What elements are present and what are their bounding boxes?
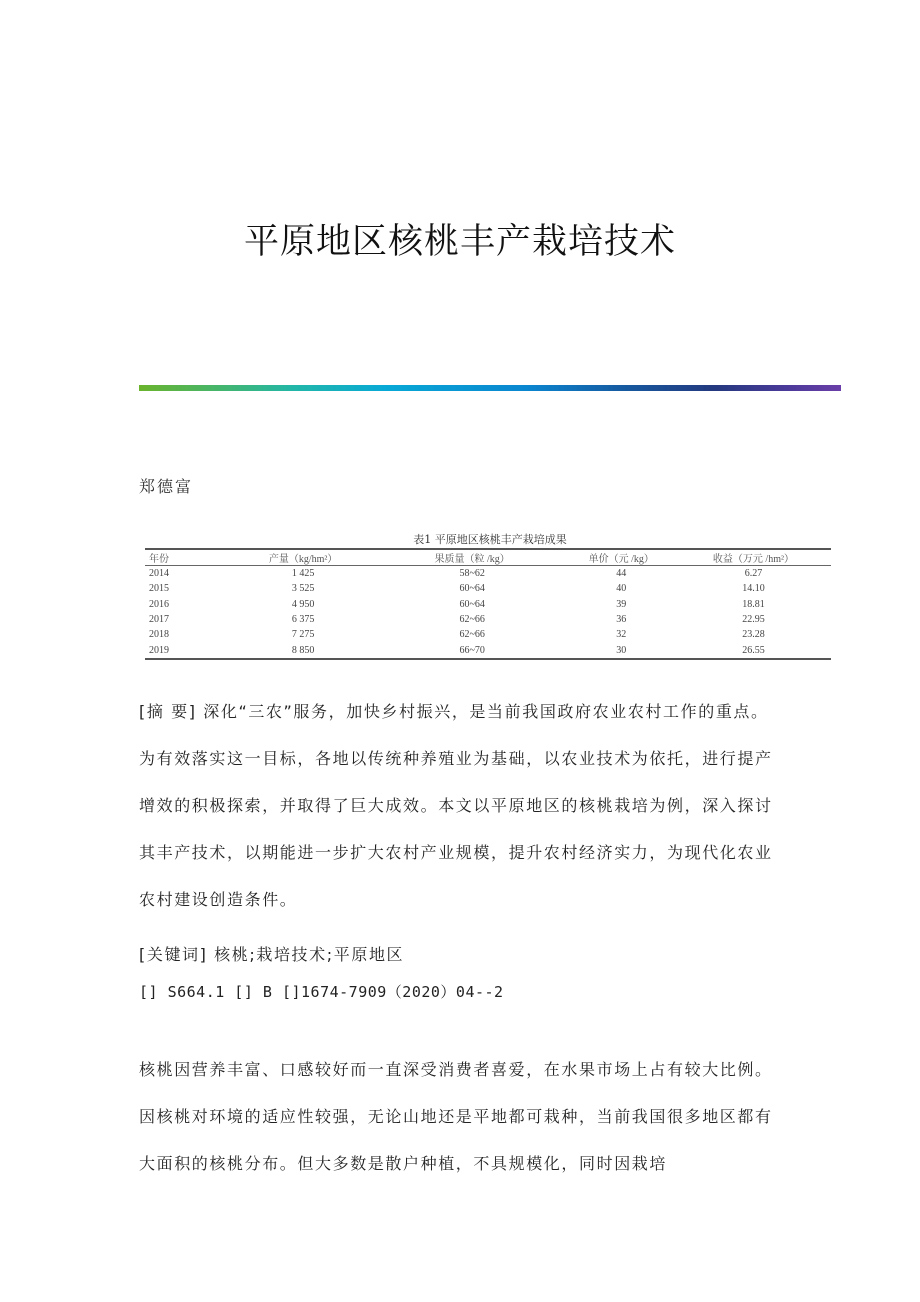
cell-fruit-count: 62~66: [459, 614, 485, 626]
gradient-divider: [139, 385, 841, 391]
table-header-row: [145, 549, 831, 566]
cell-unit-price: 39: [616, 598, 627, 610]
table-row: [145, 612, 831, 627]
cell-unit-price: 36: [616, 614, 627, 626]
cell-year: 2016: [149, 598, 169, 610]
table-row: [145, 581, 831, 596]
header-fruit-count: 果质量（粒 /kg）: [434, 554, 510, 565]
cell-fruit-count: 60~64: [459, 598, 485, 610]
header-revenue: 收益（万元 /hm²）: [712, 554, 794, 565]
cell-revenue: 18.81: [742, 598, 765, 610]
cell-yield: 1 425: [291, 568, 315, 580]
cell-fruit-count: 66~70: [459, 644, 485, 656]
cell-year: 2014: [149, 568, 169, 580]
cell-fruit-count: 60~64: [459, 583, 485, 595]
cell-unit-price: 32: [616, 629, 627, 641]
header-year: 年份: [149, 554, 169, 565]
body-paragraph: 核桃因营养丰富、口感较好而一直深受消费者喜爱，在水果市场上占有较大比例。因核桃对环境的适应性较强，无论山地还是平地都可栽种，当前我国很多地区都有大面积的核桃分布。但大多数是散户种植，不具规模化，同时因栽培: [139, 1060, 773, 1173]
author-name: 郑德富: [139, 477, 194, 496]
cell-year: 2018: [149, 629, 169, 641]
cell-year: 2019: [149, 644, 169, 656]
cell-fruit-count: 62~66: [459, 629, 485, 641]
table-row: [145, 597, 831, 612]
table-row: [145, 627, 831, 642]
cell-yield: 6 375: [291, 614, 315, 626]
classification-line: [] S664.1 [] B []1674-7909（2020）04--2: [139, 983, 504, 1001]
cell-yield: 8 850: [291, 644, 315, 656]
cell-revenue: 22.95: [742, 614, 765, 626]
header-unit-price: 单价（元 /kg）: [588, 554, 654, 565]
cell-revenue: 6.27: [744, 568, 763, 580]
cell-yield: 7 275: [291, 629, 315, 641]
cell-yield: 3 525: [291, 583, 315, 595]
cell-revenue: 26.55: [742, 644, 765, 656]
cell-fruit-count: 58~62: [459, 568, 485, 580]
cell-revenue: 14.10: [742, 583, 765, 595]
table-row: [145, 642, 831, 658]
cell-yield: 4 950: [291, 598, 315, 610]
document-title: 平原地区核桃丰产栽培技术: [243, 222, 676, 262]
results-table: [145, 548, 831, 660]
keywords-line: [关键词] 核桃;栽培技术;平原地区: [139, 945, 405, 964]
cell-unit-price: 44: [616, 568, 627, 580]
table-row: [145, 566, 831, 582]
header-yield: 产量（kg/hm²）: [268, 554, 338, 565]
abstract-paragraph: [摘 要] 深化“三农”服务，加快乡村振兴，是当前我国政府农业农村工作的重点。为有效落实这一目标，各地以传统种养殖业为基础，以农业技术为依托，进行提产增效的积极探索，并取得了巨大成效。本文以平原地区的核桃栽培为例，深入探讨其丰产技术，以期能进一步扩大农村产业规模，提升农村经济实力，为现代化农业农村建设创造条件。: [139, 702, 773, 909]
table-caption: 表1 平原地区核桃丰产栽培成果: [413, 533, 567, 546]
cell-year: 2017: [149, 614, 169, 626]
cell-unit-price: 40: [616, 583, 627, 595]
cell-year: 2015: [149, 583, 169, 595]
cell-revenue: 23.28: [742, 629, 765, 641]
cell-unit-price: 30: [616, 644, 627, 656]
